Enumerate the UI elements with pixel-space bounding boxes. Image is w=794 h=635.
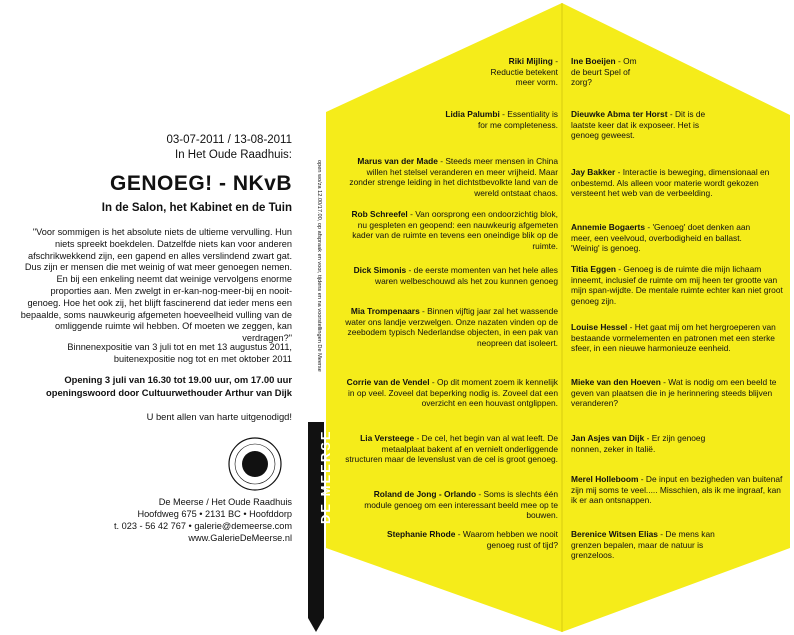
address-name: De Meerse / Het Oude Raadhuis — [158, 497, 292, 507]
expo-line-outdoor: buitenexpositie nog tot en met oktober 2011 — [113, 354, 292, 364]
intro-quote: "Voor sommigen is het absolute niets de ultieme vervulling. Hun niets spreekt boekdelen. Datzelfde niets kan voor anderen afschrikwekkend zijn, een gapend en alles verslindend zwart gat. Dus zijn er mensen die met weinig of wat meer genoegen nemen. En bij een enkeling neemt dat weinige vervolgens enorme proporties aan. Men zwelgt in er-kan-nog-meer-bij en nooit-genoeg. Hoe het ook zij, het blijft fascinerend dat ieder mens een bepaalde, soms nauwkeurig afgemeten hoeveelheid vulling van de omliggende ruimte wil hebben. Of moeten we zeggen, kan verdragen?" — [20, 227, 292, 344]
exhibition-venue: In Het Oude Raadhuis: — [175, 149, 292, 161]
artist-entry: Marus van der Made - Steeds meer mensen in China willen het stelsel veranderen en meer vrijheid. Maar zonder strenge leiding in het dichtstbevolkte land van de wereld ontstaat chaos. — [349, 156, 558, 198]
page-subtitle: In de Salon, het Kabinet en de Tuin — [101, 202, 292, 214]
artist-entry: Roland de Jong - Orlando - Soms is slechts één module genoeg om een interessant beeld mee op te bouwen. — [364, 489, 558, 521]
artist-entry: Mia Trompenaars - Binnen vijftig jaar zal het wassende water ons landje verzwelgen. Onze nazaten vinden op de zeebodem typisch Nederlandse objecten, in een pak van neopreen dat isoleert. — [345, 306, 558, 348]
artist-entry: Ine Boeijen - Om de beurt Spel of zorg? — [571, 56, 637, 88]
address-contact: t. 023 - 56 42 767 • galerie@demeerse.com — [113, 521, 292, 531]
exhibition-dates-block — [60, 133, 292, 163]
artist-entry: Lia Versteege - De cel, het begin van al wat leeft. De metaalplaat bakent af en vernielt onderliggende structuren maar de levenslust van de cel is groot genoeg. — [345, 433, 558, 465]
artist-entry: Corrie van de Vendel - Op dit moment zoem ik kennelijk in op veel. Zoveel dat beperking nodig is. Zoveel dat een overzicht en een houvast ontglippen. — [346, 377, 558, 409]
artist-entry: Berenice Witsen Elias - De mens kan grenzen bepalen, maar de natuur is grenzeloos. — [571, 529, 715, 561]
address-street: Hoofdweg 675 • 2131 BC • Hoofddorp — [137, 509, 292, 519]
artist-entry: Stephanie Rhode - Waarom hebben we nooit genoeg rust of tijd? — [387, 529, 558, 550]
exposition-period — [40, 341, 292, 365]
de-meerse-logo-word: DE MEERSE — [318, 429, 333, 524]
artist-entry: Annemie Bogaerts - 'Genoeg' doet denken aan meer, een veelvoud, overbodigheid en ballast. 'Weinig' is genoeg. — [571, 222, 751, 254]
expo-line-indoor: Binnenexpositie van 3 juli tot en met 13 augustus 2011, — [67, 342, 292, 352]
artist-entry: Louise Hessel - Het gaat mij om het hergroeperen van bestaande vormelementen en patronen met een sterke sfeer, in een nieuwe harmonieuze eenheid. — [571, 322, 776, 354]
opening-announcement: Opening 3 juli van 16.30 tot 19.00 uur, om 17.00 uur openingswoord door Cultuurwethouder Arthur van Dijk — [45, 374, 292, 398]
artist-entry: Titia Eggen - Genoeg is de ruimte die mijn lichaam inneemt, inclusief de ruimte om mij heen ter grootte van mijn span-wijdte. De mentale ruimte echter kan niet groot genoeg zijn. — [571, 264, 783, 306]
artist-entry: Riki Mijling - Reductie betekent meer vorm. — [490, 56, 558, 88]
artist-entry: Mieke van den Hoeven - Wat is nodig om een beeld te geven van plaatsen die in je herinnering steeds blijven veranderen? — [571, 377, 777, 409]
page-title: GENOEG! - NKvB — [109, 172, 292, 195]
galerie-seal-icon — [227, 436, 283, 492]
artist-entry: Jan Asjes van Dijk - Er zijn genoeg nonnen, zeker in Italië. — [571, 433, 706, 454]
welcome-line: U bent allen van harte uitgenodigd! — [146, 411, 292, 422]
address-website[interactable]: www.GalerieDeMeerse.nl — [188, 533, 292, 543]
contact-address — [60, 496, 292, 544]
opening-hours-text: open wo/za 12.00/17.00, op afspraak en voor, tijdens en na voorstellingen De Meerse — [316, 160, 322, 372]
artist-entry: Dieuwke Abma ter Horst - Dit is de laatste keer dat ik exposeer. Het is genoeg geweest. — [571, 109, 706, 141]
artist-entry: Rob Schreefel - Van oorsprong een ondoorzichtig blok, nu gespleten en geopend: een nauwkeurig afgemeten kader van de ruimte en tevens een oneindige blik op de ruimte. — [351, 209, 558, 251]
artist-entry: Merel Holleboom - De input en bezigheden van buitenaf zijn mij soms te veel..... Misschien, als ik me ingraaf, kan ik er aan ontsnappen. — [571, 474, 783, 506]
artist-entry: Lidia Palumbi - Essentiality is for me completeness. — [445, 109, 558, 130]
artist-entry: Dick Simonis - de eerste momenten van het hele alles waren welbeschouwd als het zou kunnen genoeg — [353, 265, 558, 286]
invitation-left-panel — [0, 0, 300, 635]
artist-entry: Jay Bakker - Interactie is beweging, dimensionaal en onbestemd. Als alleen voor materie wordt gekozen versteent het web van de verbeelding. — [571, 167, 770, 199]
exhibition-dates: 03-07-2011 / 13-08-2011 — [166, 134, 292, 146]
